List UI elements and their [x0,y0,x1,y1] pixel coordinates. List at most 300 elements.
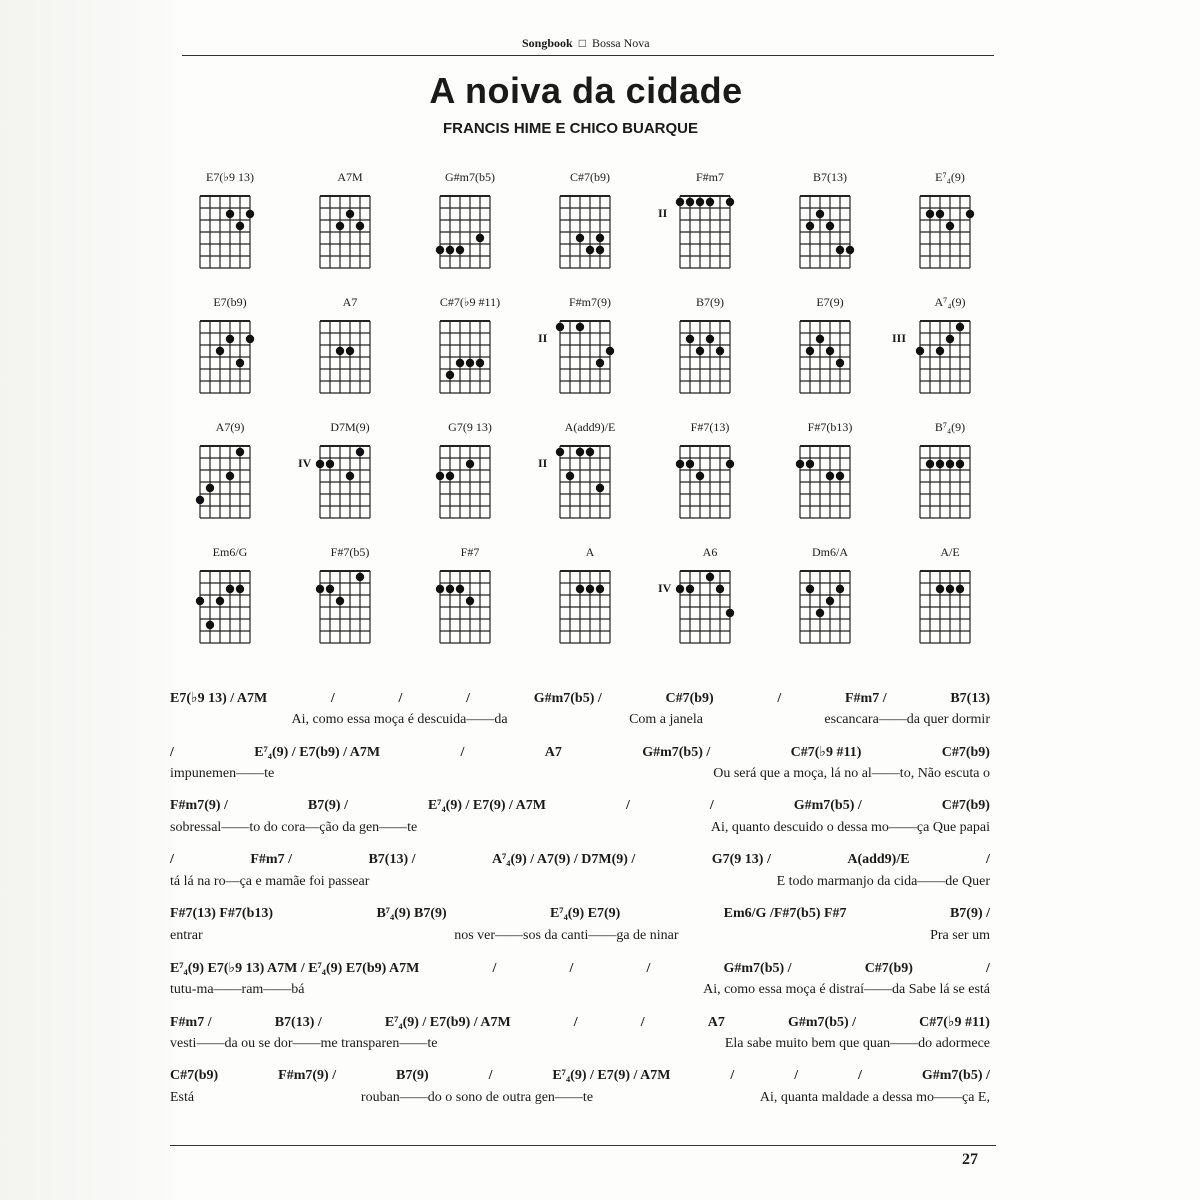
chord-name: E7(♭9 13) [206,170,254,184]
chord-diagram [300,545,400,665]
chord-name: Dm6/A [812,545,848,559]
finger-dot [466,597,474,605]
chord-name: F#m7(9) [569,295,611,309]
chord-symbol: / [330,691,335,706]
finger-dot [596,359,604,367]
chord-name: G#m7(b5) [445,170,495,184]
chord-symbol: A7 [544,745,562,760]
chord-diagram [780,420,880,540]
lyric-line [170,852,990,904]
finger-dot [706,335,714,343]
finger-dot [236,448,244,456]
finger-dot [966,210,974,218]
chord-diagram [180,545,280,665]
finger-dot [676,198,684,206]
fretboard [554,313,624,393]
finger-dot [726,609,734,617]
chord-diagram [300,170,400,290]
chord-symbol: B7(13) / [274,1015,322,1030]
lyric-line [170,690,990,742]
chord-diagram [780,295,880,415]
finger-dot [356,573,364,581]
finger-dot [596,234,604,242]
chord-symbol: F#m7 / [170,1015,212,1030]
chord-name: E7(9) [816,295,844,309]
finger-dot [946,460,954,468]
finger-dot [216,347,224,355]
chord-symbol: / [569,961,574,976]
fret-position: IV [298,456,312,470]
chord-symbol: C#7(b9) [170,1068,219,1083]
chord-name: A(add9)/E [564,420,616,434]
chord-symbol: / [170,745,174,760]
chord-symbol: / [794,1068,799,1083]
finger-dot [686,335,694,343]
finger-dot [576,234,584,242]
fretboard [914,188,984,268]
finger-dot [716,585,724,593]
finger-dot [936,210,944,218]
chord-symbol: A7 [707,1015,725,1030]
finger-dot [476,234,484,242]
finger-dot [446,585,454,593]
finger-dot [696,198,704,206]
lyric-fragment: entrar [170,928,203,943]
chord-symbol: F#m7(9) / [170,798,228,813]
fretboard [794,313,864,393]
chord-symbol: / [986,961,990,976]
chord-symbol: / [488,1068,493,1083]
fretboard [794,438,864,518]
finger-dot [586,246,594,254]
finger-dot [836,472,844,480]
lyric-fragment: sobressal——to do cora—ção da gen——te [170,820,418,835]
finger-dot [606,347,614,355]
lyric-fragment: Pra ser um [930,928,990,943]
chord-name: A/E [940,545,960,559]
finger-dot [596,246,604,254]
chord-symbol: E⁷₄(9) / E7(b9) / A7M [254,745,381,760]
chord-diagram [660,170,760,290]
chord-name: B7(13) [813,170,847,184]
finger-dot [586,448,594,456]
finger-dot [706,573,714,581]
lyric-fragment: nos ver——sos da canti——ga de ninar [454,928,679,943]
finger-dot [836,246,844,254]
finger-dot [726,460,734,468]
chord-name: A⁷₄(9) [934,295,966,309]
chord-symbol: B7(9) / [949,906,990,921]
chord-name: A7M [337,170,363,184]
chord-row [170,690,990,712]
finger-dot [346,347,354,355]
chord-row [170,960,990,982]
lyric-text-row [170,928,990,950]
finger-dot [716,347,724,355]
finger-dot [236,585,244,593]
finger-dot [826,472,834,480]
chord-diagram [420,545,520,665]
chord-diagram-grid [180,170,1000,670]
chord-symbol: F#7(13) F#7(b13) [170,906,274,921]
chord-symbol: / [398,691,403,706]
lyric-text-row [170,820,990,842]
chord-symbol: / [466,691,470,706]
lyric-fragment: Ai, como essa moça é distraí——da Sabe lá se está [703,982,990,997]
finger-dot [946,222,954,230]
finger-dot [336,597,344,605]
page-number: 27 [962,1151,978,1168]
finger-dot [596,484,604,492]
fretboard [674,563,744,643]
finger-dot [336,347,344,355]
chord-diagram [660,545,760,665]
finger-dot [826,347,834,355]
finger-dot [696,472,704,480]
chord-symbol: / [170,852,174,867]
finger-dot [446,246,454,254]
chord-diagram [420,170,520,290]
finger-dot [956,460,964,468]
chord-diagram [780,170,880,290]
chord-symbol: G#m7(b5) / [642,745,711,760]
chord-name: F#7(b13) [807,420,853,434]
finger-dot [586,585,594,593]
chord-name: B⁷₄(9) [934,420,966,434]
fret-position: II [538,331,548,345]
lyric-fragment: E todo marmanjo da cida——de Quer [776,874,990,889]
chord-symbol: F#m7(9) / [278,1068,337,1083]
fretboard [434,188,504,268]
lyric-text-row [170,766,990,788]
finger-dot [326,460,334,468]
chord-name: G7(9 13) [448,420,492,434]
chord-symbol: / [492,961,497,976]
chord-symbol: B⁷₄(9) B7(9) [376,906,447,921]
lyric-fragment: impunemen——te [170,766,275,781]
finger-dot [946,585,954,593]
finger-dot [456,246,464,254]
finger-dot [836,585,844,593]
chord-symbol: E7(♭9 13) / A7M [170,691,268,706]
finger-dot [816,210,824,218]
chord-diagram [540,295,640,415]
finger-dot [576,448,584,456]
fretboard [194,438,264,518]
finger-dot [436,472,444,480]
chord-row [170,852,990,874]
chord-symbol: E⁷₄(9) E7(9) [550,906,621,921]
fretboard [194,188,264,268]
finger-dot [216,597,224,605]
fretboard [554,188,624,268]
lyric-line [170,960,990,1012]
chord-symbol: / [640,1015,645,1030]
chord-symbol: G#m7(b5) / [793,798,862,813]
finger-dot [466,359,474,367]
finger-dot [236,222,244,230]
fretboard [194,563,264,643]
chord-name: A6 [702,545,718,559]
lyric-line [170,1014,990,1066]
chord-name: D7M(9) [330,420,370,434]
chord-name: F#m7 [695,170,724,184]
fretboard [314,188,384,268]
chord-diagram [180,420,280,540]
fretboard [554,563,624,643]
lyric-text-row [170,982,990,1004]
chord-symbol: C#7(♭9 #11) [790,745,862,760]
finger-dot [916,347,924,355]
fretboard [314,563,384,643]
fretboard [314,313,384,393]
finger-dot [206,621,214,629]
book-name: Songbook [522,36,573,50]
fretboard [674,188,744,268]
finger-dot [556,448,564,456]
chord-symbol: E⁷₄(9) / E7(b9) / A7M [384,1015,511,1030]
chord-diagram [660,420,760,540]
finger-dot [456,359,464,367]
finger-dot [726,198,734,206]
chord-row [170,1014,990,1036]
finger-dot [816,609,824,617]
chord-name: F#7 [460,545,480,559]
finger-dot [956,323,964,331]
chord-diagram [180,295,280,415]
finger-dot [596,585,604,593]
chord-symbol: F#m7 / [845,691,887,706]
lyric-fragment: Ela sabe muito bem que quan——do adormece [724,1036,990,1051]
chord-name: Em6/G [212,545,248,559]
chord-diagram [540,420,640,540]
finger-dot [316,585,324,593]
finger-dot [826,597,834,605]
chord-diagram [300,420,400,540]
finger-dot [576,323,584,331]
chord-symbol: G#m7(b5) / [921,1068,990,1083]
chord-symbol: / [858,1068,862,1083]
lyric-fragment: Com a janela [629,712,703,727]
finger-dot [446,371,454,379]
chord-symbol: E⁷₄(9) / E7(9) / A7M [427,798,546,813]
finger-dot [936,585,944,593]
lyric-fragment: vesti——da ou se dor——me transparen——te [170,1036,438,1051]
series-name: Bossa Nova [591,36,650,50]
chord-symbol: E⁷₄(9) / E7(9) / A7M [552,1068,671,1083]
chord-symbol: C#7(b9) [941,798,990,813]
chord-row [170,744,990,766]
finger-dot [796,460,804,468]
chord-symbol: B7(13) [950,691,990,706]
lyric-text-row [170,1036,990,1058]
fretboard [674,438,744,518]
chord-symbol: / [777,691,782,706]
fret-position: II [658,206,668,220]
chord-diagram [900,170,1000,290]
chord-symbol: / [460,745,465,760]
running-header [522,36,650,51]
lyric-text-row [170,712,990,734]
lyric-fragment: Ai, quanta maldade a dessa mo——ça E, [759,1090,990,1105]
chord-symbol: G#m7(b5) / [723,961,792,976]
fretboard [434,438,504,518]
finger-dot [686,198,694,206]
finger-dot [246,335,254,343]
chord-diagram [420,295,520,415]
fret-position: III [892,331,907,345]
finger-dot [706,198,714,206]
finger-dot [956,585,964,593]
finger-dot [946,335,954,343]
lyric-line [170,1068,990,1120]
footer-rule [170,1145,996,1146]
finger-dot [676,460,684,468]
lyric-fragment: tutu-ma——ram——bá [170,982,305,997]
lyric-fragment: rouban——do o sono de outra gen——te [360,1090,594,1105]
chord-symbol: F#m7 / [250,852,292,867]
chord-symbol: B7(9) / [307,798,348,813]
finger-dot [936,347,944,355]
chord-name: A7(9) [215,420,245,434]
fretboard [434,313,504,393]
finger-dot [576,585,584,593]
fretboard [434,563,504,643]
chord-name: F#7(13) [690,420,730,434]
chord-row [170,798,990,820]
finger-dot [236,359,244,367]
finger-dot [676,585,684,593]
finger-dot [436,585,444,593]
fretboard [554,438,624,518]
lyric-fragment: Está [170,1090,195,1105]
header-separator: □ [578,36,586,50]
chord-symbol: / [573,1015,578,1030]
chord-diagram [300,295,400,415]
fretboard [794,188,864,268]
lyric-fragment: tá lá na ro—ça e mamãe foi passear [170,874,370,889]
chord-symbol: A(add9)/E [847,852,910,867]
finger-dot [686,585,694,593]
finger-dot [346,472,354,480]
finger-dot [806,347,814,355]
song-composers: FRANCIS HIME E CHICO BUARQUE [443,120,699,137]
finger-dot [356,448,364,456]
chord-symbol: / [730,1068,735,1083]
lyric-fragment: Ou será que a moça, lá no al——to, Não escuta o [713,766,990,781]
chord-row [170,906,990,928]
chord-symbol: / [986,852,990,867]
finger-dot [226,335,234,343]
chord-symbol: C#7(b9) [864,961,913,976]
finger-dot [936,460,944,468]
lyric-text-row [170,874,990,896]
fret-position: II [538,456,548,470]
chord-symbol: G#m7(b5) / [787,1015,857,1030]
chord-symbol: G7(9 13) / [711,852,771,867]
fret-position: IV [658,581,672,595]
finger-dot [846,246,854,254]
finger-dot [226,210,234,218]
chord-symbol: C#7(b9) [941,745,990,760]
finger-dot [316,460,324,468]
finger-dot [456,585,464,593]
lyric-line [170,906,990,958]
chord-diagram [780,545,880,665]
finger-dot [696,347,704,355]
fretboard [914,563,984,643]
chord-diagram [660,295,760,415]
finger-dot [356,222,364,230]
finger-dot [466,460,474,468]
finger-dot [346,210,354,218]
lyric-line [170,798,990,850]
chord-name: B7(9) [696,295,724,309]
chord-symbol: / [646,961,651,976]
chord-symbol: B7(13) / [368,852,416,867]
lyric-fragment: Ai, quanto descuido o dessa mo——ça Que papai [710,820,990,835]
fretboard [314,438,384,518]
finger-dot [816,335,824,343]
finger-dot [196,496,204,504]
finger-dot [326,585,334,593]
chord-diagram [892,295,1000,415]
finger-dot [566,472,574,480]
finger-dot [476,359,484,367]
finger-dot [926,460,934,468]
finger-dot [836,359,844,367]
chord-symbol: C#7(♭9 #11) [919,1015,990,1030]
chord-diagram [180,170,280,290]
finger-dot [206,484,214,492]
lyrics-section [0,690,1200,1130]
chord-name: F#7(b5) [330,545,370,559]
chord-row [170,1068,990,1090]
finger-dot [806,585,814,593]
finger-dot [246,210,254,218]
chord-symbol: A⁷₄(9) / A7(9) / D7M(9) / [491,852,636,867]
lyric-fragment: Ai, como essa moça é descuida——da [291,712,508,727]
chord-name: E7(b9) [213,295,247,309]
chord-name: C#7(♭9 #11) [439,295,501,309]
finger-dot [226,472,234,480]
fretboard [194,313,264,393]
lyric-text-row [170,1090,990,1112]
chord-name: E⁷₄(9) [935,170,965,184]
finger-dot [686,460,694,468]
chord-diagram [540,545,640,665]
finger-dot [926,210,934,218]
chord-diagram [420,420,520,540]
finger-dot [806,222,814,230]
finger-dot [436,246,444,254]
finger-dot [336,222,344,230]
chord-name: C#7(b9) [570,170,610,184]
fretboard [914,313,984,393]
fretboard [794,563,864,643]
chord-symbol: C#7(b9) [665,691,714,706]
lyric-fragment: escancara——da quer dormir [824,712,990,727]
chord-symbol: E⁷₄(9) E7(♭9 13) A7M / E⁷₄(9) E7(b9) A7M [170,961,420,976]
finger-dot [556,323,564,331]
fretboard [674,313,744,393]
chord-symbol: Em6/G /F#7(b5) F#7 [723,906,847,921]
chord-symbol: / [709,798,714,813]
finger-dot [196,597,204,605]
finger-dot [826,222,834,230]
chord-symbol: G#m7(b5) / [533,691,602,706]
finger-dot [446,472,454,480]
